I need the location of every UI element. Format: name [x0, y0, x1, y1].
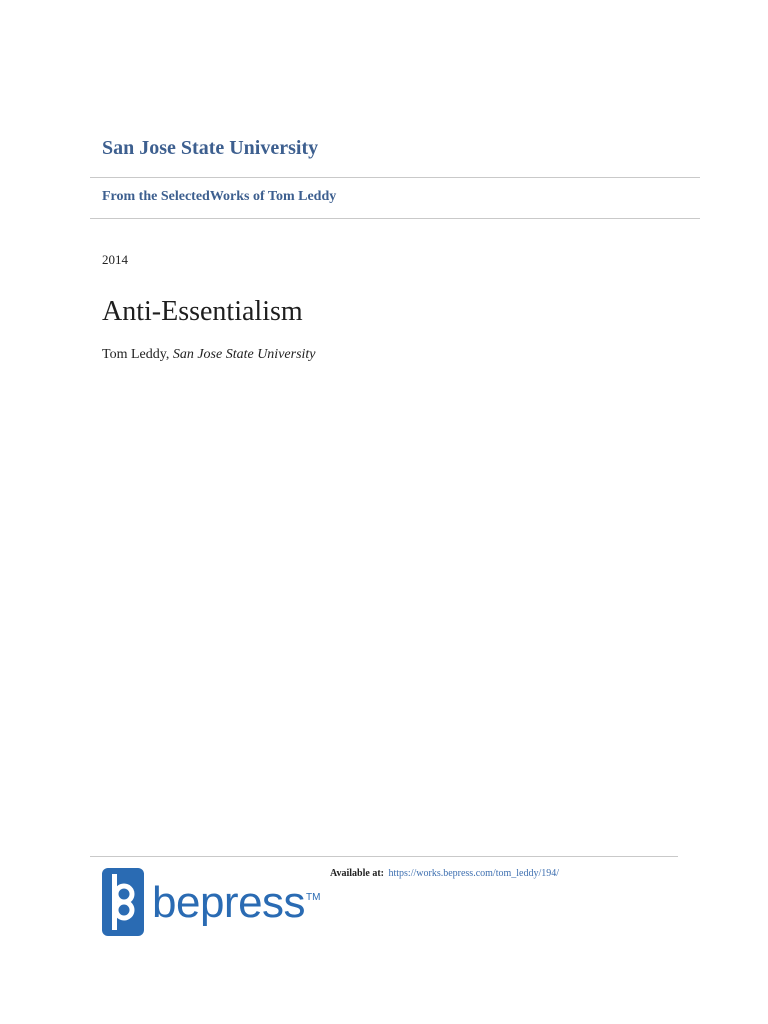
author-line	[102, 347, 316, 363]
divider-middle	[90, 218, 700, 219]
bepress-logo-wordmark: bepress	[152, 878, 306, 927]
available-at-url-link[interactable]: https://works.bepress.com/tom_leddy/194/	[388, 868, 560, 879]
author-name: Tom Leddy,	[102, 347, 170, 362]
availability-line	[330, 868, 559, 879]
available-at-label: Available at:	[330, 868, 384, 879]
divider-footer	[90, 856, 678, 857]
divider-top	[90, 177, 700, 178]
article-title: Anti-Essentialism	[102, 296, 303, 327]
bepress-logo-mark-icon	[102, 868, 144, 936]
institution-name: San Jose State University	[102, 137, 319, 159]
publication-year: 2014	[102, 252, 128, 267]
author-affiliation: San Jose State University	[172, 347, 316, 362]
trademark-symbol: TM	[306, 892, 321, 903]
selectedworks-collection-link[interactable]: From the SelectedWorks of Tom Leddy	[102, 189, 337, 204]
bepress-logo	[102, 868, 332, 940]
